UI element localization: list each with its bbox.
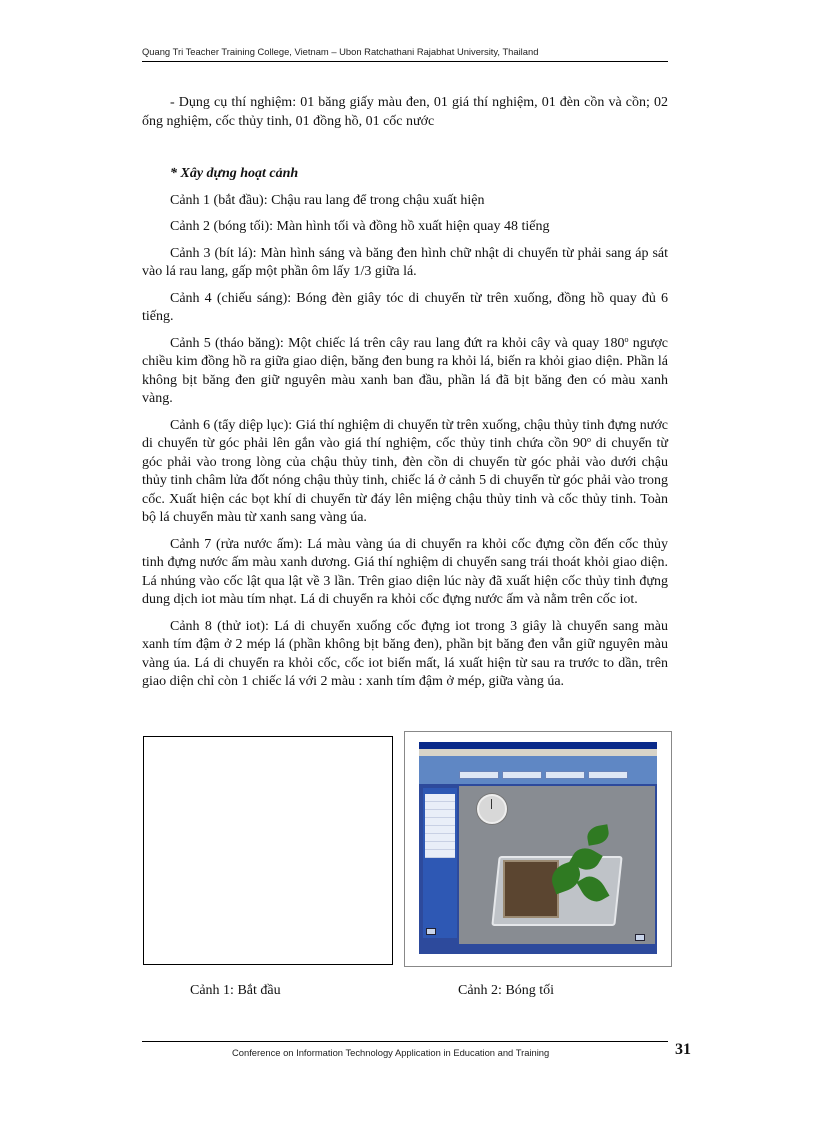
- degree-mark: o: [624, 334, 629, 344]
- app-sidebar: [423, 788, 457, 938]
- app-scene-item: [425, 802, 455, 810]
- app-scene-item: [425, 850, 455, 858]
- footer-text: Conference on Information Technology Application in Education and Training: [232, 1047, 550, 1058]
- app-tabs: [459, 771, 628, 779]
- figure-caption-left: Cảnh 1: Bắt đầu: [190, 983, 281, 998]
- app-tab: [459, 771, 499, 779]
- scene-8-paragraph: Cảnh 8 (thử iot): Lá di chuyển xuống cốc đựng iot trong 3 giây là chuyển sang màu xanh tím đậm ở 2 mép lá (phần không bịt băng đen), phần bịt băng đen vẫn giữ nguyên màu vàng úa. Lá di chuyển ra khỏi cốc, cốc iot biến mất, lá xuất hiện từ sau ra trước to dần, trên giao diện chỉ còn 1 chiếc lá với 2 màu : xanh tím đậm ở mép, giữa vàng úa.: [142, 618, 668, 689]
- figure-caption-right: Cảnh 2: Bóng tối: [458, 983, 555, 998]
- app-next-button: [635, 934, 645, 941]
- app-back-button: [426, 928, 436, 935]
- degree-mark: o: [587, 435, 592, 444]
- page-number: 31: [675, 1041, 691, 1058]
- app-scene-item: [425, 818, 455, 826]
- scene-7-paragraph: Cảnh 7 (rửa nước ấm): Lá màu vàng úa di chuyển ra khỏi cốc đựng cồn đến cốc thủy tinh đựng nước ấm màu xanh dương. Giá thí nghiệm di chuyển sang trái thoát khỏi giao diện. Lá nhúng vào cốc lật qua lật về 3 lần. Trên giao diện lúc này đã xuất hiện cốc thủy tinh đựng dung dịch iot màu tím nhạt. Lá di chuyển ra khỏi cốc đựng nước ấm và nằm trên cốc iot.: [142, 536, 668, 607]
- running-header: Quang Tri Teacher Training College, Vietnam – Ubon Ratchathani Rajabhat University, Thailand: [142, 46, 539, 57]
- app-scene-list: [425, 794, 455, 858]
- section-heading: * Xây dựng hoạt cảnh: [170, 166, 299, 181]
- equipment-paragraph: - Dụng cụ thí nghiệm: 01 băng giấy màu đen, 01 giá thí nghiệm, 01 đèn cồn và cồn; 02 ống nghiệm, cốc thủy tinh, 01 đồng hồ, 01 cốc nước: [142, 95, 668, 129]
- scene-5-text-b: ngược chiều kim đồng hồ ra giữa giao diện, băng đen bung ra khỏi lá, biến ra khỏi giao diện. Phần lá không bịt băng đen giữ nguyên màu xanh ban đầu, phần lá đã bịt băng đen có màu xanh vàng.: [142, 335, 669, 406]
- app-tab: [502, 771, 542, 779]
- figure-scene-1: [143, 736, 393, 965]
- scene-5-paragraph: [142, 335, 668, 409]
- scene-4-paragraph: Cảnh 4 (chiếu sáng): Bóng đèn giây tóc di chuyển từ trên xuống, đồng hồ quay đủ 6 tiếng.: [142, 290, 668, 324]
- scene-3-paragraph: Cảnh 3 (bít lá): Màn hình sáng và băng đen hình chữ nhật di chuyển từ phải sang áp sát vào lá rau lang, gấp một phần ôm lấy 1/3 giữa lá.: [142, 245, 668, 279]
- main-content: [142, 94, 668, 700]
- app-tab: [545, 771, 585, 779]
- app-scene-item: [425, 842, 455, 850]
- app-menubar: [419, 749, 657, 756]
- clock-icon: [477, 794, 507, 824]
- scene-1-paragraph: Cảnh 1 (bắt đầu): Chậu rau lang để trong chậu xuất hiện: [170, 192, 485, 208]
- app-scene-item: [425, 834, 455, 842]
- soil-pot: [503, 860, 559, 918]
- scene-5-text-a: Cảnh 5 (tháo băng): Một chiếc lá trên cây rau lang đứt ra khỏi cây và quay 180: [170, 335, 625, 351]
- scene-2-paragraph: Cảnh 2 (bóng tối): Màn hình tối và đồng hồ xuất hiện quay 48 tiếng: [170, 219, 550, 234]
- figure-scene-2: [404, 731, 672, 967]
- plant-leaf: [586, 824, 611, 846]
- app-scene-item: [425, 810, 455, 818]
- footer-rule: [142, 1041, 668, 1042]
- app-scene-item: [425, 794, 455, 802]
- scene-6-text-a: Cảnh 6 (tẩy diệp lục): Giá thí nghiệm di chuyển từ trên xuống, chậu thủy tinh đựng nước di chuyển từ góc phải lên gắn vào giá thí nghiệm, cốc thủy tinh chứa cồn 90: [142, 417, 668, 451]
- app-banner: [419, 756, 657, 784]
- app-screenshot: [419, 742, 657, 954]
- scene-6-paragraph: [142, 417, 668, 528]
- app-scene-item: [425, 826, 455, 834]
- app-stage: [459, 786, 655, 944]
- scene-6-text-b: di chuyển từ góc phải vào trong lòng của chậu thủy tinh, đèn cồn di chuyển từ góc phải vào dưới chậu thủy tinh châm lửa đốt nóng chậu thủy tinh, chiếc lá ở cảnh 5 di chuyển từ góc phải vào trong cốc. Xuất hiện các bọt khí di chuyển từ đáy lên miệng chậu thủy tinh và cốc thủy tinh. Toàn bộ lá chuyển màu từ xanh sang vàng úa.: [142, 436, 668, 525]
- app-tab: [588, 771, 628, 779]
- header-rule: [142, 61, 668, 62]
- app-titlebar: [419, 742, 657, 749]
